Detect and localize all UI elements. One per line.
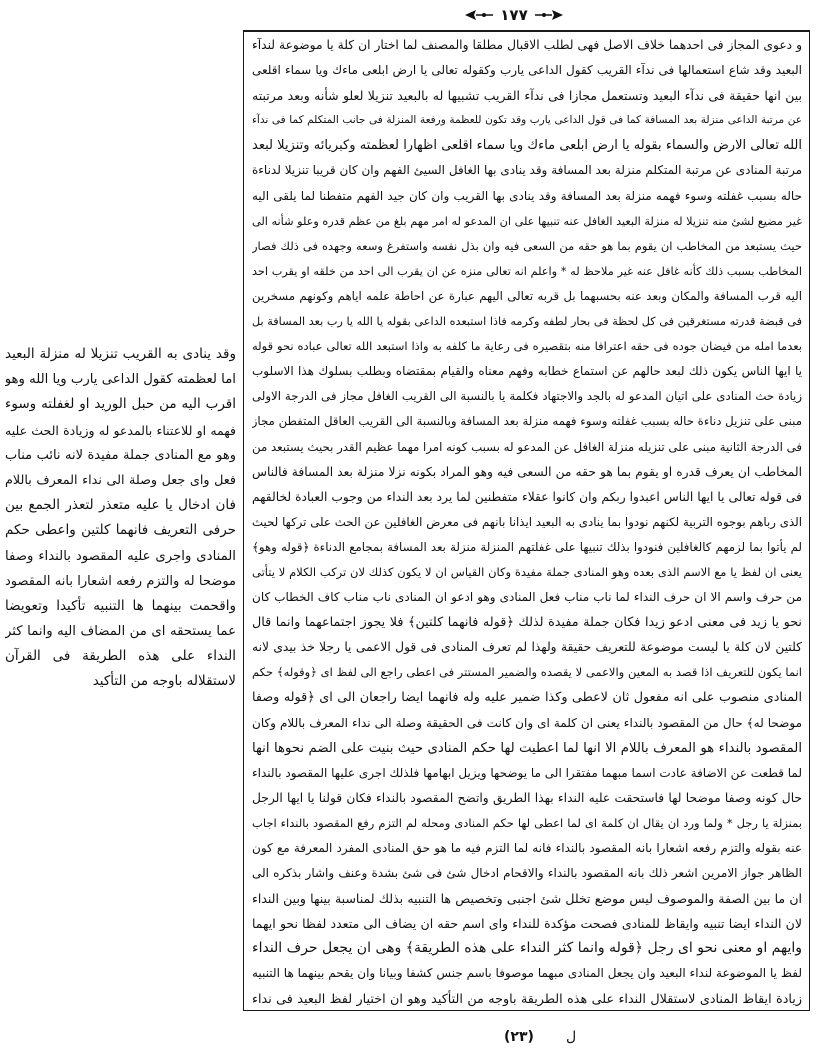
main-text-line: زيادة حث المنادى على اتيان المدعو له بالجد والاجتهاد فكلمة يا بالنسبة الى القريب الغافل مجاز فى الدرجة الاولى <box>252 389 802 404</box>
main-text-line: بعدما امله من فيضان جوده فى حقه اعترافا منه بتقصيره فى رعاية ما كلفه به واذا استبعد الله تعالى عباده نحو قوله <box>252 339 802 354</box>
margin-gloss-line: حرفى التعريف فانهما كلتين واعطى حكم <box>5 522 236 539</box>
main-text-line: عن مرتبة الداعى منزلة بعد المسافة كما فى قول الداعى يارب وقد تكون للعظمة ورفعة المنزلة فى جانب المتكلم كما فى ندآء <box>252 114 802 127</box>
margin-gloss-line: واقحمت بينهما ها التنبيه تأكيدا وتعويضا <box>5 597 236 614</box>
margin-gloss-line: وهو مع المنادى جملة مفيدة لانه نائب مناب <box>5 447 236 463</box>
margin-gloss <box>5 342 236 695</box>
ornament-left-icon <box>464 8 494 22</box>
main-text-line: الظاهر جواز الامرين اشعر ذلك بانه المقصود بالنداء والاقحام ادخال شئ فى شئ بشدة وعنف واشار بذكره الى <box>252 866 802 881</box>
main-text-line: نحو يا زيد فى معنى ادعو زيدا فكان جملة مفيدة لذلك ﴿قوله فانهما كلتين﴾ فلا يجوز اجتماعهما وانما قال <box>252 615 802 631</box>
page-header <box>462 4 566 26</box>
main-text-line: المخاطب ان يعرف قدره او يقوم بما هو حقه من السعى فيه وهو المراد بكونه نزلا منزلة بعد المسافة فالناس <box>252 464 802 479</box>
main-text-line: و دعوى المجاز فى احدهما خلاف الاصل فهى لطلب الاقبال مطلقا والمصنف لما اختار ان كلة يا موضوعة لندآء <box>252 38 802 52</box>
main-text-line: عنه بقوله والتزم رفعه اشعارا بانه المقصود بالنداء فانه لما التزم فيه ما هو حق المنادى المفرد المعرفة مع كون <box>252 841 802 855</box>
main-text-line: البعيد وقد شاع استعمالها فى ندآء القريب كقول الداعى يارب وكقوله تعالى يا ارض ابلعى ماءك ويا سماء اقلعى <box>252 63 802 78</box>
main-text-line: بمنزلة يا رجل * ولما ورد ان يقال ان كلمة اى لما اعطى لها حكم المنادى ومحله لم التزم رفع المقصود بالنداء اجاب <box>252 815 802 830</box>
main-text-line: ان ما بين الصفة والموصوف ليس موضع تخلل شئ اجنبى وتخصيص ها التنبيه بذلك لمناسبة بينها وبين النداء <box>252 891 802 907</box>
main-text-line: فى قوله تعالى يا ايها الناس اعبدوا ربكم وان كانوا عقلاء متفطنين لما يرد بعد النداء من وجوب العبادة لخالقهم <box>252 489 802 504</box>
margin-gloss-line: عما يستحقه اى من المضاف اليه وانما كثر <box>5 624 236 640</box>
main-text-line: حيث يستبعد من المخاطب ان يقوم بما هو حقه من السعى فيه وان بذل نفسه واستفرغ وسعه وجهده فى ذلك فصار <box>252 238 802 253</box>
main-text-line: لم يأتوا بما لزمهم كالغافلين فنودوا بذلك تنبيها على غفلتهم المنزلة منزلة بعد المسافة بمجامع الدناءة ﴿قوله وهو﴾ <box>252 539 802 554</box>
ornament-right-icon <box>534 8 564 22</box>
main-text-line: وايهم او معنى نحو اى رجل ﴿قوله وانما كثر النداء على هذه الطريقة﴾ وهى ان يجعل حرف النداء <box>252 940 802 957</box>
main-text-line: كلتين لان كلة يا ليست موضوعة للتعريف حقيقة ولهذا لم تعرف المنادى فى قول الاعمى يا رجلا خذ بيدى لانه <box>252 640 802 655</box>
margin-gloss-line: اما لعظمته كقول الداعى يارب ويا الله وهو <box>5 372 236 388</box>
page-number: ١٧٧ <box>500 6 528 24</box>
main-text-line: من حرف واسم الا ان حرف النداء لما ناب مناب فعل المنادى وهو ادعو ان المنادى ناب مناب كاف الخطاب كان <box>252 590 802 605</box>
main-text-line: حاله بسبب غفلته وسوء فهمه منزلة بعد المسافة وقد ينادى بها القريب وان كان جيد الفهم متفطنا لما يلقى اليه <box>252 188 802 203</box>
main-text-line: لان النداء ايضا تنبيه وايقاظ للمنادى فصحت مؤكدة للنداء واى اسم حقه ان يضاف الى متعدد لفظا نحو ايهما <box>252 916 802 932</box>
margin-gloss-line: وقد ينادى به القريب تنزيلا له منزلة البعيد <box>5 346 236 362</box>
main-text-body <box>252 33 802 1012</box>
footer-signature-number: (٢٣) <box>504 1029 534 1045</box>
main-text-line: يعنى ان لفظ يا مع الاسم الذى بعده وهو المنادى جملة مفيدة وكان القياس ان لا يكون كذلك لان تركب الكلام لا يتأتى <box>252 564 802 579</box>
margin-gloss-line: فعل واى جعل وصلة الى نداء المعرف باللام <box>5 472 236 488</box>
margin-gloss-line: فان ادخال يا عليه متعذر لتعذر الجمع بين <box>5 497 236 514</box>
footer-signature-letter: ل <box>566 1029 577 1045</box>
main-text-line: موضحا له﴾ حال من المقصود بالنداء يعنى ان كلمة اى وان كانت فى الحقيقة وصلة الى نداء المعرف باللام وكان <box>252 715 802 730</box>
main-text-line: فى قبضة قدرته مستغرقين فى كل لحظة فى بحار لطفه وكرمه فاذا استبعده الداعى بقوله يا الله يا رب بعد المسافة بل <box>252 315 802 329</box>
margin-gloss-line: المنادى واجرى عليه المقصود بالنداء وصفا <box>5 548 236 564</box>
main-text-line: الذى رباهم بوجوه التربية لكنهم نودوا بما ينادى به البعيد ايذانا بانهم فى معرض الغافلين عن الحث على تركها لحيث <box>252 514 802 529</box>
main-text-line: انما يكون للتعريف اذا قصد به المعين والاعمى لا يقصده والضمير المستتر فى اعطى راجع الى لفظ اى ﴿وقوله﴾ حكم <box>252 665 802 680</box>
main-text-line: لفظ يا الموضوعة لنداء البعيد وان يجعل المنادى مبهما موصوفا باسم جنس كشفا وبيانا وان يقحم بينهما ها التنبيه <box>252 966 802 981</box>
main-text-line: المنادى منصوب على انه مفعول ثان لاعطى وكذا ضمير عليه وله فانهما ايضا راجعان الى اى ﴿قوله وصفا <box>252 690 802 706</box>
main-text-line: زيادة ايقاظ المنادى لاستقلال النداء على هذه الطريقة باوجه من التأكيد وهو ان اختيار لفظ البعيد فى نداء <box>252 991 802 1007</box>
main-text-line: بين انها حقيقة فى ندآء البعيد وتستعمل مجازا فى ندآء القريب تشبيها له بالبعيد تنزيلا لعلو شأنه وبعد مرتبته <box>252 88 802 104</box>
main-text-line: المقصود بالنداء هو المعرف باللام الا انها لما اعطيت لها حكم المنادى حيث بنيت على الضم نحوها انها <box>252 740 802 756</box>
main-text-line: الله تعالى الارض والسماء بقوله يا ارض ابلعى ماءك ويا سماء اقلعى اظهارا لعظمته وكبريائه وتنزيلا لبعد <box>252 138 802 154</box>
main-text-line: حال كونه وصفا موضحا لها فاستحقت عليه النداء بهذا الطريق واتضح المقصود بالنداء فكان قولنا يا ايها الرجل <box>252 790 802 805</box>
main-text-line: فى الدرجة الثانية مبنى على تنزيله منزلة الغافل عن المدعو له بسبب كونه امرا مهما عظيم القدر بحيث يستبعد من <box>252 439 802 454</box>
margin-gloss-line: لاستقلاله باوجه من التأكيد <box>92 673 236 690</box>
main-text-line: لما قطعت عن الاضافة عادت اسما مبهما مفتقرا الى ما يوضحها ويزيل ابهامها فلذلك اجرى عليها المقصود بالنداء <box>252 765 802 780</box>
margin-gloss-line: اقرب اليه من حبل الوريد او لغفلته وسوء <box>5 396 236 413</box>
main-text-line: مبنى على تنزيل دناءة حاله بسبب غفلته وسوء فهمه منزلة بعد المسافة وبالنسبة الى القريب العاقل المتفطن مجاز <box>252 414 802 429</box>
main-text-line: اليه قرب المسافة والمكان وبعد عنه بحسبهما بل قربه تعالى اليهم عبارة عن احاطة علمه اياهم وكونهم مسخرين <box>252 288 802 303</box>
main-text-line: يا ايها الناس يكون ذلك لبعد حالهم عن استماع خطابه وفهم معناه والقيام بمقتضاه وبطلب بسلوك هذا الاسلوب <box>252 364 802 379</box>
margin-gloss-line: النداء على هذه الطريقة فى القرآن <box>5 648 236 665</box>
main-text-line: غير مضيع لشئ منه تنزيلا له منزلة البعيد الغافل عنه تنبيها على ان المدعو له امر مهم بلغ من عظم قدره وعلو شأنه الى <box>252 214 802 228</box>
main-text-line: المخاطب بسبب ذلك كأنه غافل عنه غير ملاحظ له * واعلم انه تعالى منزه عن ان يقرب الى احد من خلقه او يقرب احد <box>252 264 802 278</box>
main-text-line: مرتبة المنادى عن مرتبة المتكلم منزلة بعد المسافة وقد ينادى بها الغافل السيئ الفهم وان كان قريبا تنزيلا لدناءة <box>252 163 802 178</box>
margin-gloss-line: فهمه او للاعتناء بالمدعو له وزيادة الحث عليه <box>5 422 236 438</box>
margin-gloss-line: موضحا له والتزم رفعه اشعارا بانه المقصود <box>5 573 236 589</box>
